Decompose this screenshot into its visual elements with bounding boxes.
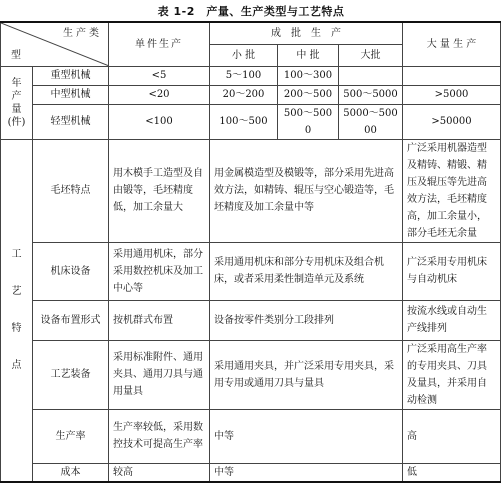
cell-medium: 500～5000 xyxy=(278,104,339,139)
cell-batch: 中等 xyxy=(210,463,403,482)
cell-mass: 高 xyxy=(403,409,501,463)
header-batch: 成 批 生 产 xyxy=(210,22,403,44)
cell-small: 20～200 xyxy=(210,85,278,104)
header-small-batch: 小 批 xyxy=(210,44,278,66)
cell-small: 100～500 xyxy=(210,104,278,139)
cell-mass: 广泛采用高生产率的专用夹具、刀具及量具，并采用自动检测 xyxy=(403,340,501,409)
cell-single: 用木模手工造型及自由锻等，毛坯精度低，加工余量大 xyxy=(109,139,210,242)
row-label: 成本 xyxy=(33,463,109,482)
header-medium-batch: 中 批 xyxy=(278,44,339,66)
cell-large xyxy=(339,66,403,85)
row-label: 生产率 xyxy=(33,409,109,463)
cell-medium: 100～300 xyxy=(278,66,339,85)
cell-single: 采用标准附件、通用夹具、通用刀具与通用量具 xyxy=(109,340,210,409)
row-label: 重型机械 xyxy=(33,66,109,85)
cell-single: <100 xyxy=(109,104,210,139)
row-label: 工艺装备 xyxy=(33,340,109,409)
table-row xyxy=(1,242,501,300)
cell-large: 5000～50000 xyxy=(339,104,403,139)
cell-single: <20 xyxy=(109,85,210,104)
header-mass: 大 量 生 产 xyxy=(403,22,501,66)
cell-mass: >50000 xyxy=(403,104,501,139)
row-label: 毛坯特点 xyxy=(33,139,109,242)
cell-single: 生产率较低，采用数控技术可提高生产率 xyxy=(109,409,210,463)
table-row xyxy=(1,139,501,242)
header-row-1 xyxy=(1,22,501,44)
table-row xyxy=(1,340,501,409)
production-table xyxy=(0,21,501,483)
table-row xyxy=(1,463,501,482)
table-row xyxy=(1,66,501,85)
cell-single: <5 xyxy=(109,66,210,85)
cell-single: 较高 xyxy=(109,463,210,482)
table-caption: 表 1-2 产量、生产类型与工艺特点 xyxy=(157,5,345,18)
cell-batch: 中等 xyxy=(210,409,403,463)
table-row xyxy=(1,104,501,139)
cell-mass: >5000 xyxy=(403,85,501,104)
cell-mass: 广泛采用专用机床与自动机床 xyxy=(403,242,501,300)
table-row xyxy=(1,409,501,463)
row-label: 轻型机械 xyxy=(33,104,109,139)
cell-mass: 按流水线或自动生产线排列 xyxy=(403,300,501,340)
cell-large: 500～5000 xyxy=(339,85,403,104)
corner-label-top: 生产类 xyxy=(63,28,102,39)
corner-header-cell xyxy=(1,22,109,66)
cell-mass: 低 xyxy=(403,463,501,482)
row-label: 设备布置形式 xyxy=(33,300,109,340)
cell-batch: 用金属模造型及模锻等，部分采用先进高效方法，如精铸、辊压与空心锻造等，毛坯精度及加工余量中等 xyxy=(210,139,403,242)
header-single: 单件生产 xyxy=(109,22,210,66)
cell-single: 采用通用机床，部分采用数控机床及加工中心等 xyxy=(109,242,210,300)
table-row xyxy=(1,85,501,104)
row-label: 中型机械 xyxy=(33,85,109,104)
corner-label-bottom: 型 xyxy=(11,49,24,61)
cell-single: 按机群式布置 xyxy=(109,300,210,340)
cell-batch: 采用通用机床和部分专用机床及组合机床，或者采用柔性制造单元及系统 xyxy=(210,242,403,300)
header-large-batch: 大批 xyxy=(339,44,403,66)
cell-medium: 200～500 xyxy=(278,85,339,104)
process-group-label: 工 艺 特 点 xyxy=(1,139,33,482)
cell-small: 5～100 xyxy=(210,66,278,85)
output-group-label: 年 产 量 (件) xyxy=(1,66,33,139)
cell-mass: 广泛采用机器造型及精铸、精锻、精压及辊压等先进高效方法，毛坯精度高，加工余量小，部分毛坯无余量 xyxy=(403,139,501,242)
cell-batch: 采用通用夹具，并广泛采用专用夹具，采用专用或通用刀具与量具 xyxy=(210,340,403,409)
row-label: 机床设备 xyxy=(33,242,109,300)
table-row xyxy=(1,300,501,340)
cell-batch: 设备按零件类别分工段排列 xyxy=(210,300,403,340)
cell-mass xyxy=(403,66,501,85)
